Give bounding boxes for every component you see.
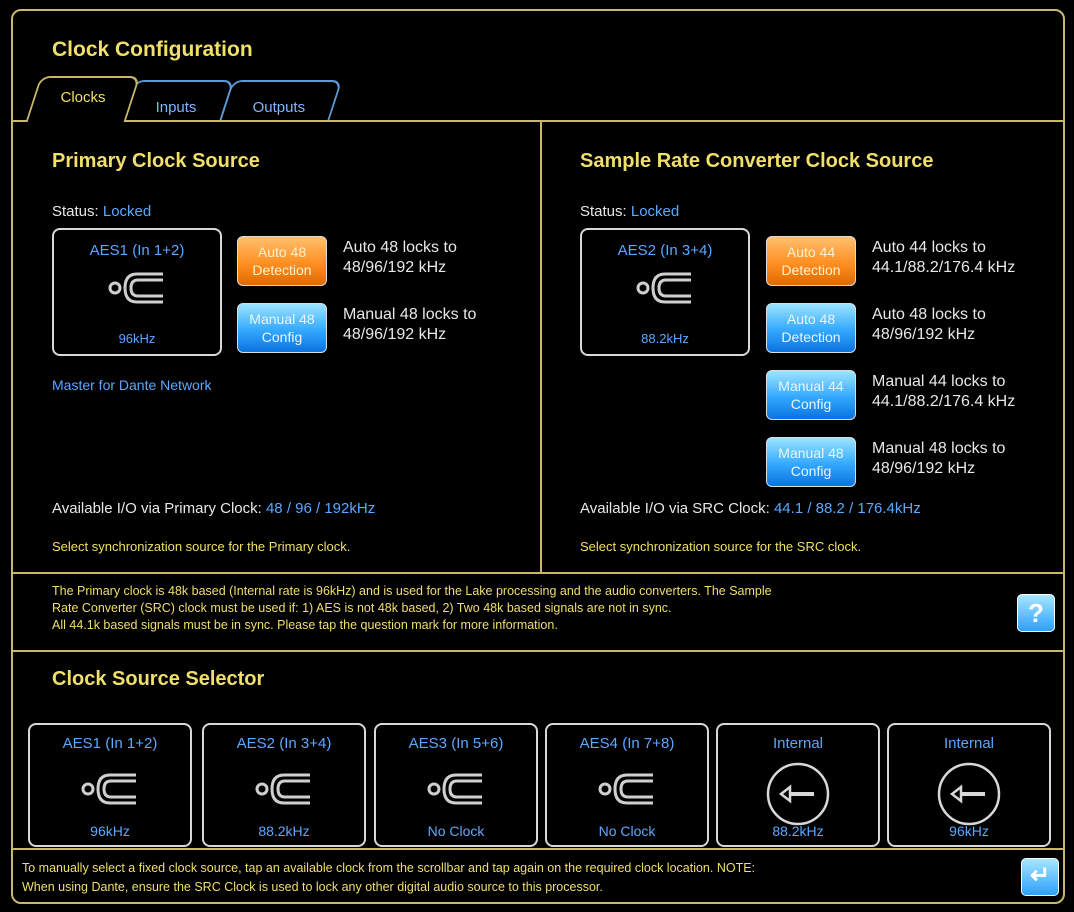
- tab-outputs[interactable]: Outputs: [220, 80, 343, 120]
- manual-44-description: Manual 44 locks to 44.1/88.2/176.4 kHz: [872, 373, 1016, 410]
- src-status-value: Locked: [630, 203, 680, 220]
- src-clock-rate: 88.2kHz: [641, 331, 689, 346]
- tab-inputs[interactable]: Inputs: [122, 80, 235, 120]
- selector-slot-aes3[interactable]: AES3 (In 5+6) No Clock: [374, 723, 538, 847]
- page-title: Clock Configuration: [52, 38, 253, 61]
- manual-48-config-button[interactable]: Manual 48 Config: [237, 303, 327, 353]
- src-available-io: Available I/O via SRC Clock: 44.1 / 88.2 / 176.4kHz: [580, 500, 921, 517]
- tab-underline: [12, 120, 1064, 122]
- aes-connector-icon: [597, 769, 657, 809]
- primary-status-value: Locked: [102, 203, 152, 220]
- selector-slot-aes1[interactable]: AES1 (In 1+2) 96kHz: [28, 723, 192, 847]
- src-auto-48-description: Auto 48 locks to 48/96/192 kHz: [872, 306, 986, 343]
- src-clock-name: AES2 (In 3+4): [617, 242, 713, 259]
- primary-clock-rate: 96kHz: [118, 331, 156, 346]
- aes-connector-icon: [426, 769, 486, 809]
- divider-footer: [12, 848, 1064, 850]
- aes-connector-icon: [254, 769, 314, 809]
- footer-instructions: To manually select a fixed clock source, tap an available clock from the scrollbar and tap again on the required clock location. NOTE: When using Dante, ensure the SRC Clock is used to lock any other digital audio source to this processor.: [22, 861, 756, 894]
- master-dante-note: Master for Dante Network: [52, 377, 212, 393]
- src-io-value: 44.1 / 88.2 / 176.4kHz: [773, 500, 921, 517]
- enter-button[interactable]: ↵: [1021, 858, 1059, 896]
- primary-hint: Select synchronization source for the Primary clock.: [52, 539, 351, 554]
- primary-io-value: 48 / 96 / 192kHz: [265, 500, 376, 517]
- src-manual-48-description: Manual 48 locks to 48/96/192 kHz: [872, 440, 1006, 477]
- src-heading: Sample Rate Converter Clock Source: [580, 150, 934, 172]
- primary-available-io: Available I/O via Primary Clock: 48 / 96 / 192kHz: [52, 500, 376, 517]
- divider-info: [12, 572, 1064, 574]
- selector-slot-aes2[interactable]: AES2 (In 3+4) 88.2kHz: [202, 723, 366, 847]
- primary-clock-box[interactable]: [52, 228, 222, 356]
- aes-connector-icon: [80, 769, 140, 809]
- info-text: The Primary clock is 48k based (Internal rate is 96kHz) and is used for the Lake processing and the audio converters. The Sample Rate Converter (SRC) clock must be used if: 1) AES is not 48k based, 2) Two 48k based signals are not in sync. All 44.1k based signals must be in sync. Please tap the question mark for more information.: [52, 584, 772, 632]
- selector-slot-aes4[interactable]: AES4 (In 7+8) No Clock: [545, 723, 709, 847]
- aes-connector-icon: [635, 268, 695, 308]
- manual-48-description: Manual 48 locks to 48/96/192 kHz: [343, 306, 477, 343]
- src-manual-48-config-button[interactable]: Manual 48 Config: [766, 437, 856, 487]
- auto-48-description: Auto 48 locks to 48/96/192 kHz: [343, 239, 457, 276]
- src-auto-48-detection-button[interactable]: Auto 48 Detection: [766, 303, 856, 353]
- tab-clocks[interactable]: Clocks: [26, 76, 141, 122]
- src-clock-box[interactable]: [580, 228, 750, 356]
- divider-selector: [12, 650, 1064, 652]
- primary-status: Status: Locked: [52, 203, 152, 220]
- auto-44-description: Auto 44 locks to 44.1/88.2/176.4 kHz: [872, 239, 1016, 276]
- help-button[interactable]: ?: [1017, 594, 1055, 632]
- selector-slot-internal-882[interactable]: Internal 88.2kHz: [716, 723, 880, 847]
- aes-connector-icon: [107, 268, 167, 308]
- panel-divider: [540, 122, 542, 572]
- clock-source-strip[interactable]: [18, 715, 1064, 847]
- src-status: Status: Locked: [580, 203, 680, 220]
- internal-clock-icon: [764, 761, 832, 827]
- auto-48-detection-button[interactable]: Auto 48 Detection: [237, 236, 327, 286]
- primary-clock-name: AES1 (In 1+2): [89, 242, 185, 259]
- selector-heading: Clock Source Selector: [52, 668, 265, 690]
- auto-44-detection-button[interactable]: Auto 44 Detection: [766, 236, 856, 286]
- internal-clock-icon: [935, 761, 1003, 827]
- selector-slot-internal-96[interactable]: Internal 96kHz: [887, 723, 1051, 847]
- src-hint: Select synchronization source for the SRC clock.: [580, 539, 862, 554]
- manual-44-config-button[interactable]: Manual 44 Config: [766, 370, 856, 420]
- primary-heading: Primary Clock Source: [52, 150, 260, 172]
